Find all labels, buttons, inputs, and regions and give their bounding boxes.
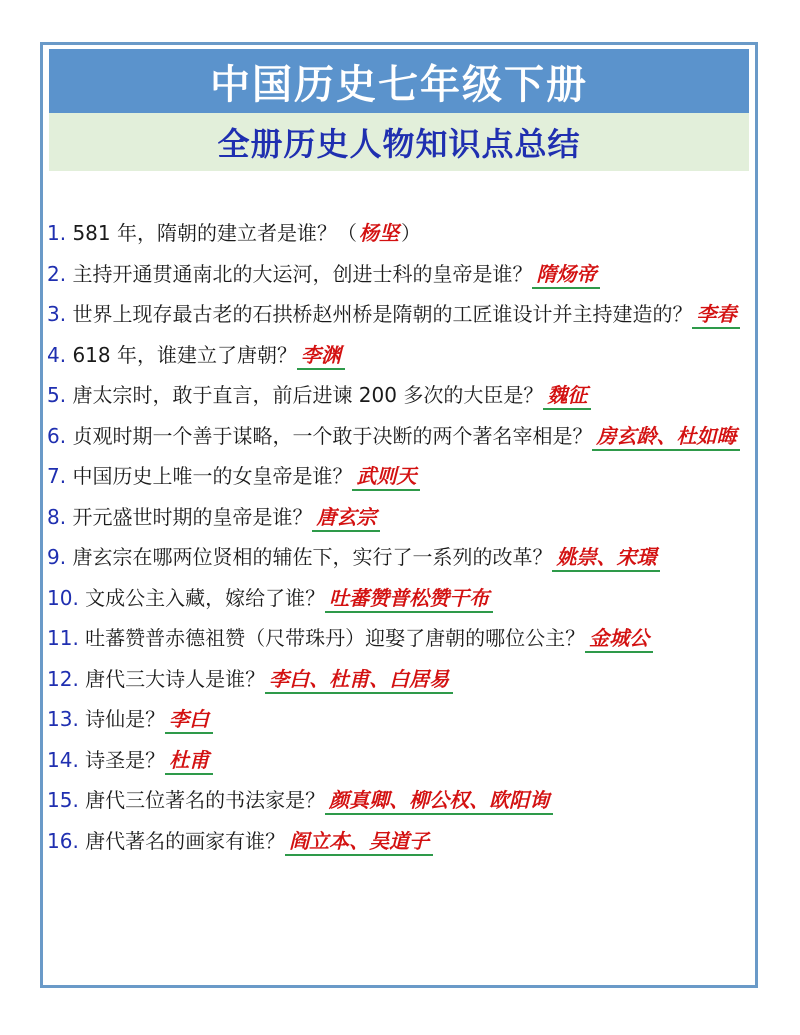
qa-list — [47, 213, 755, 861]
list-item — [47, 254, 755, 295]
item-number: 2. — [47, 261, 67, 286]
item-number: 15. — [47, 788, 79, 812]
item-number: 9. — [47, 545, 67, 569]
list-item — [47, 699, 755, 740]
item-number: 11. — [47, 626, 79, 650]
question-text: 开元盛世时期的皇帝是谁？ — [66, 504, 313, 529]
list-item — [47, 659, 755, 700]
answer-text: 房玄龄、杜如晦 — [592, 424, 740, 451]
list-item — [47, 618, 755, 659]
question-text: 唐太宗时，敢于直言，前后进谏 200 多次的大臣是？ — [66, 383, 544, 407]
question-text: 吐蕃赞普赤德祖赞（尺带珠丹）迎娶了唐朝的哪位公主？ — [78, 626, 586, 650]
page-frame — [40, 42, 758, 988]
question-tail: ） — [400, 221, 421, 245]
question-text: 唐代三位著名的书法家是？ — [78, 788, 326, 812]
answer-text: 李渊 — [297, 343, 345, 370]
answer-text: 杜甫 — [165, 748, 213, 775]
list-item — [47, 537, 755, 578]
question-text: 581 年，隋朝的建立者是谁？（ — [66, 221, 357, 245]
item-number: 7. — [47, 464, 67, 488]
item-number: 14. — [47, 747, 79, 772]
item-number: 13. — [47, 707, 79, 731]
list-item — [47, 497, 755, 538]
question-text: 贞观时期一个善于谋略，一个敢于决断的两个著名宰相是？ — [66, 423, 593, 448]
list-item — [47, 740, 755, 781]
question-text: 618 年，谁建立了唐朝？ — [66, 342, 297, 367]
question-text: 主持开通贯通南北的大运河，创进士科的皇帝是谁？ — [66, 261, 533, 286]
item-number: 4. — [47, 342, 67, 367]
list-item — [47, 213, 755, 254]
list-item — [47, 821, 755, 862]
answer-text: 颜真卿、柳公权、欧阳询 — [325, 788, 553, 815]
page-subtitle: 全册历史人物知识点总结 — [49, 113, 749, 171]
answer-text: 唐玄宗 — [312, 505, 380, 532]
item-number: 12. — [47, 666, 79, 691]
item-number: 8. — [47, 504, 67, 529]
question-text: 诗圣是？ — [78, 747, 166, 772]
question-text: 唐玄宗在哪两位贤相的辅佐下，实行了一系列的改革？ — [66, 545, 553, 569]
question-text: 中国历史上唯一的女皇帝是谁？ — [66, 464, 353, 488]
answer-text: 杨坚 — [358, 221, 399, 245]
answer-text: 阎立本、吴道子 — [285, 829, 433, 856]
question-text: 唐代三大诗人是谁？ — [78, 666, 266, 691]
item-number: 10. — [47, 585, 79, 610]
answer-text: 吐蕃赞普松赞干布 — [325, 586, 493, 613]
answer-text: 武则天 — [352, 464, 420, 491]
answer-text: 李白 — [165, 707, 213, 734]
answer-text: 魏征 — [543, 383, 591, 410]
question-text: 唐代著名的画家有谁？ — [78, 828, 286, 853]
answer-text: 隋炀帝 — [532, 262, 600, 289]
list-item — [47, 578, 755, 619]
question-text: 世界上现存最古老的石拱桥赵州桥是隋朝的工匠谁设计并主持建造的？ — [66, 302, 693, 326]
item-number: 5. — [47, 383, 67, 407]
answer-text: 李白、杜甫、白居易 — [265, 667, 453, 694]
answer-text: 金城公 — [585, 626, 653, 653]
list-item — [47, 456, 755, 497]
list-item — [47, 294, 755, 335]
item-number: 1. — [47, 221, 67, 245]
question-text: 文成公主入藏，嫁给了谁？ — [78, 585, 326, 610]
page-title: 中国历史七年级下册 — [49, 49, 749, 113]
item-number: 6. — [47, 423, 67, 448]
answer-text: 李春 — [692, 302, 740, 329]
list-item — [47, 375, 755, 416]
answer-text: 姚崇、宋璟 — [552, 545, 660, 572]
item-number: 16. — [47, 828, 79, 853]
list-item — [47, 335, 755, 376]
list-item — [47, 416, 755, 457]
list-item — [47, 780, 755, 821]
item-number: 3. — [47, 302, 67, 326]
question-text: 诗仙是？ — [78, 707, 166, 731]
